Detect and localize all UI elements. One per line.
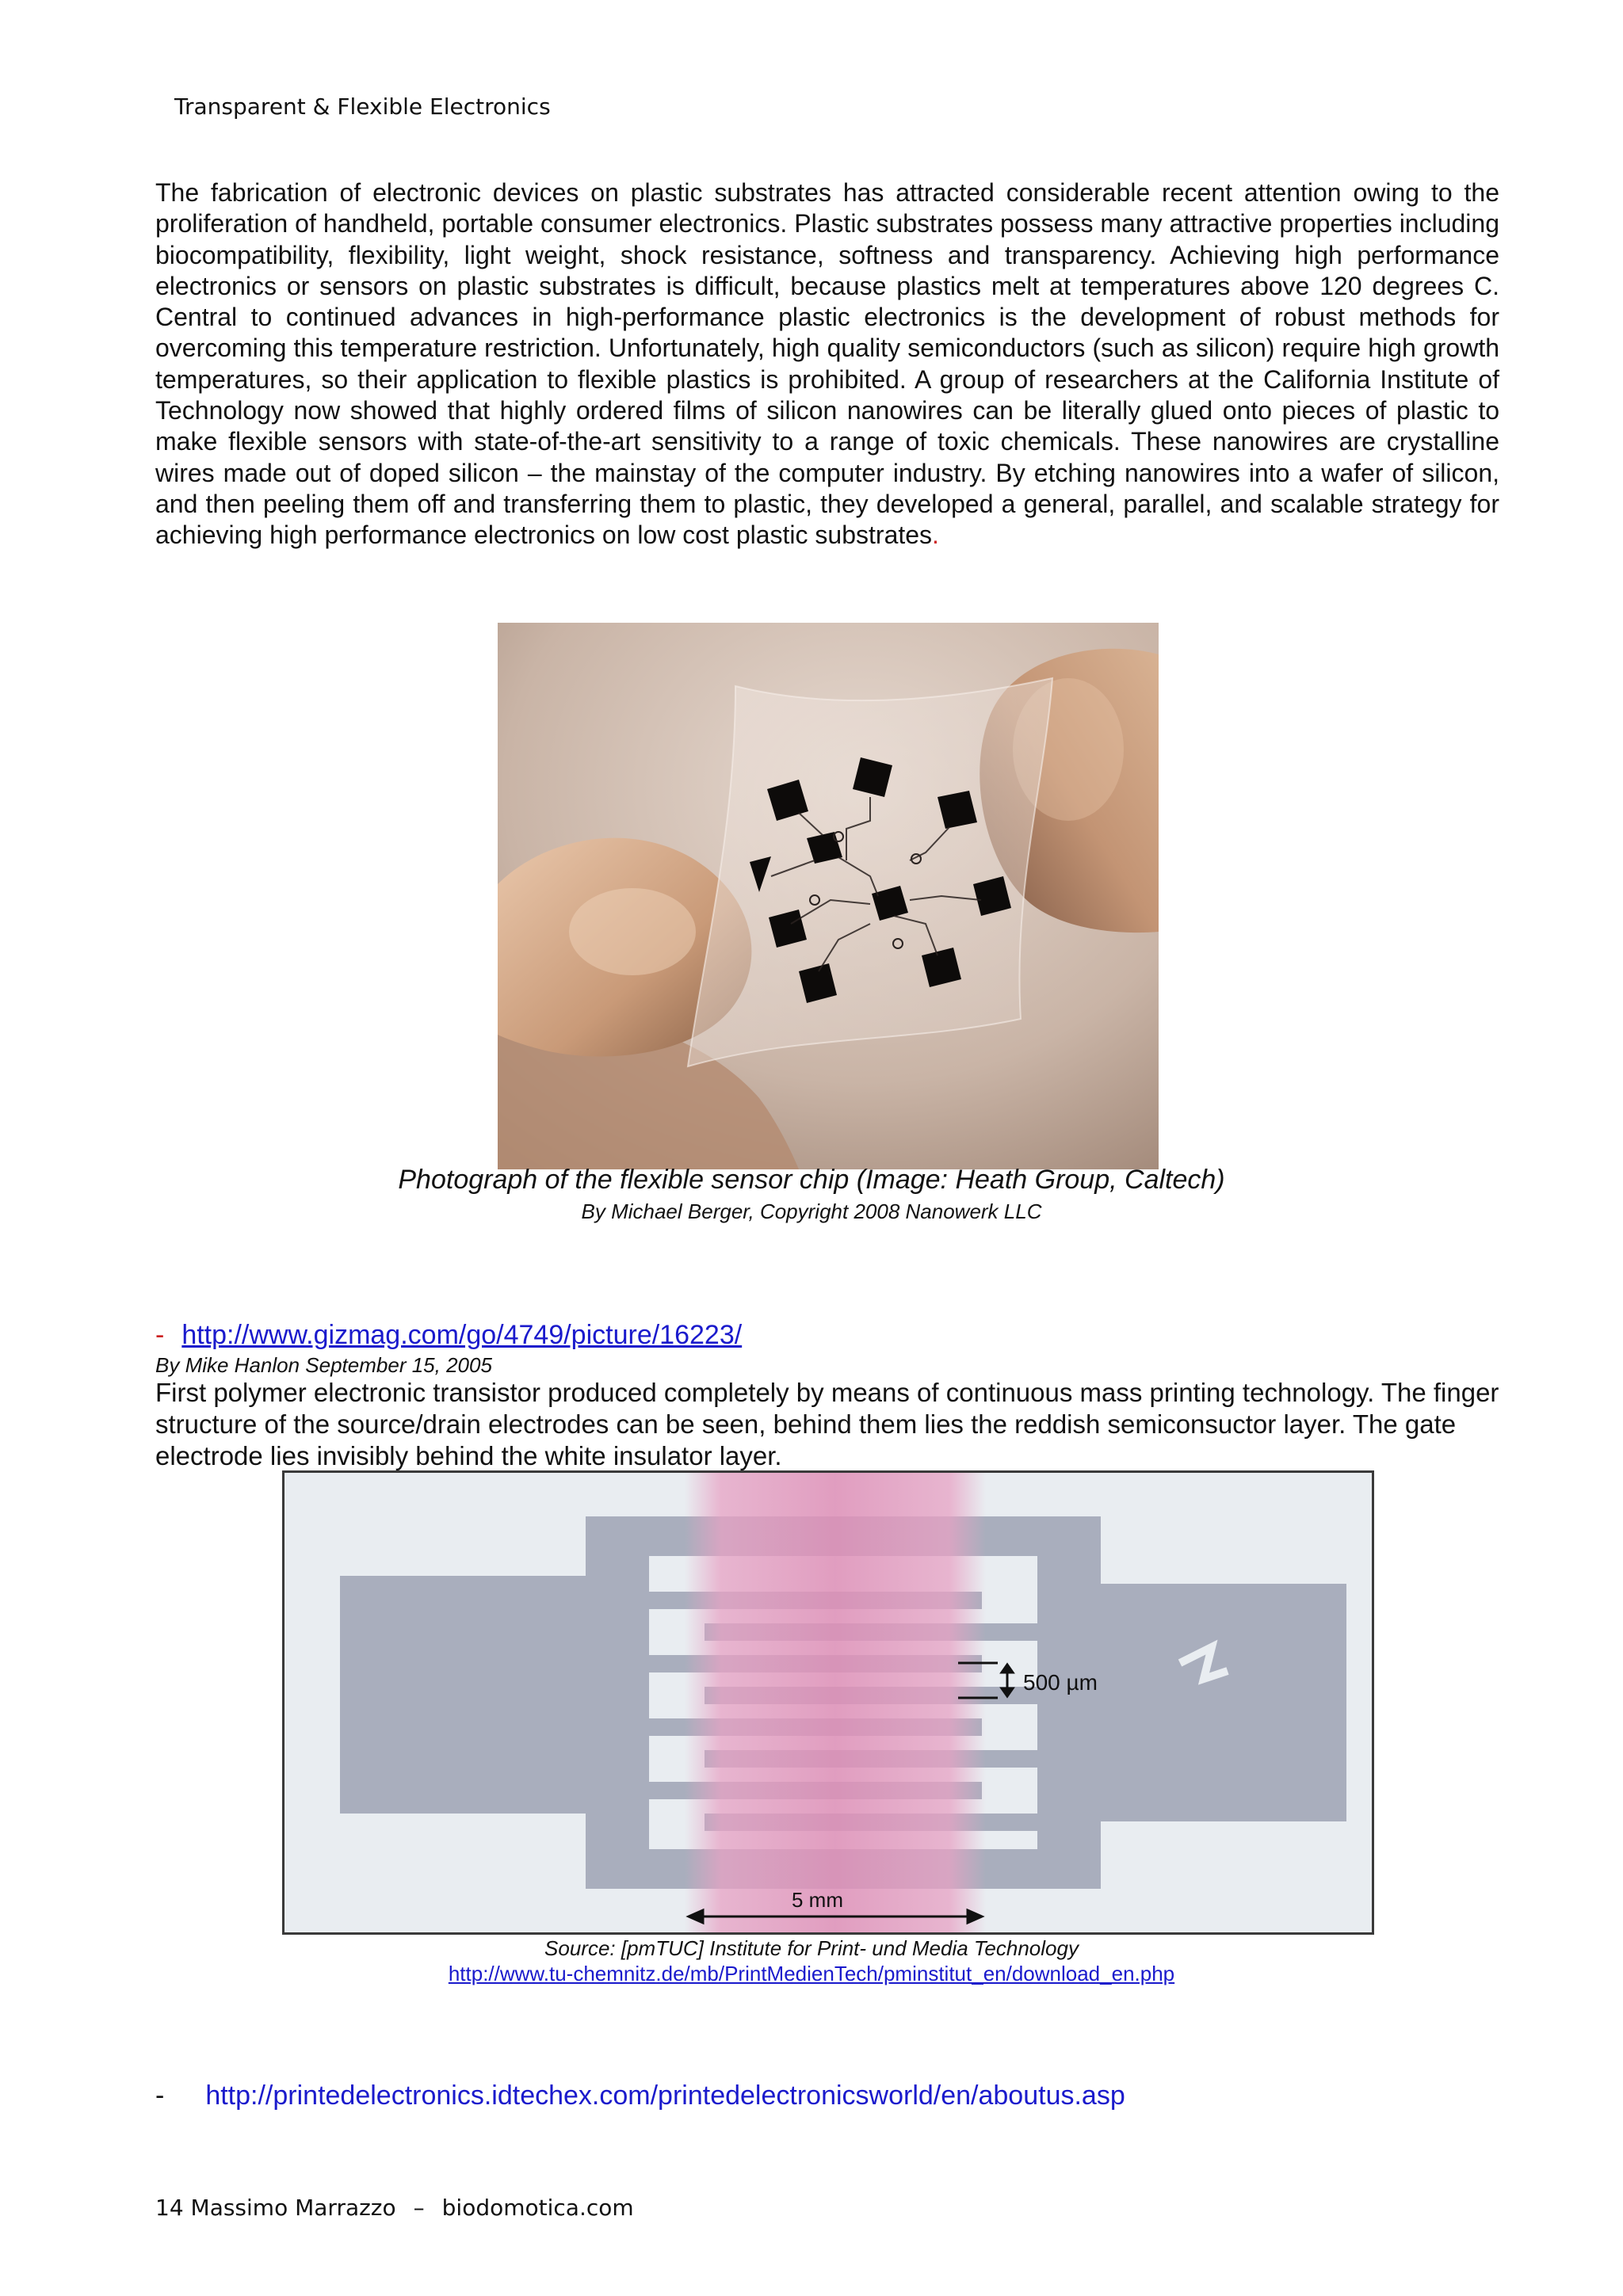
idtechex-link[interactable]: http://printedelectronics.idtechex.com/printedelectronicsworld/en/aboutus.asp (205, 2081, 1125, 2111)
byline: By Mike Hanlon September 15, 2005 (155, 1353, 492, 1377)
idtechex-list-item (155, 2081, 1125, 2111)
printed-transistor-image (282, 1470, 1374, 1935)
scale-label-um: 500 µm (1023, 1670, 1098, 1695)
source-url-container (0, 1962, 1623, 1986)
footer-separator: – (413, 2195, 425, 2221)
scale-label-mm: 5 mm (792, 1888, 843, 1912)
footer-site: biodomotica.com (441, 2195, 634, 2221)
transistor-description: First polymer electronic transistor produced completely by means of continuous mass printing technology. The finger structure of the source/drain electrodes can be seen, behind them lies the reddish semiconsuctor layer. The gate electrode lies invisibly behind the white insulator layer. (155, 1378, 1499, 1470)
gizmag-link[interactable]: http://www.gizmag.com/go/4749/picture/16223/ (181, 1320, 743, 1350)
photo-caption: Photograph of the flexible sensor chip (Image: Heath Group, Caltech) (398, 1165, 1225, 1195)
image-source: Source: [pmTUC] Institute for Print- und Media Technology (544, 1936, 1079, 1960)
gizmag-list-item (155, 1320, 742, 1351)
footer-page: 14 Massimo Marrazzo (155, 2195, 396, 2221)
running-header: Transparent & Flexible Electronics (174, 93, 551, 120)
intro-end-mark: . (932, 521, 939, 550)
page-footer (155, 2195, 634, 2221)
intro-text: The fabrication of electronic devices on plastic substrates has attracted considerable recent attention owing to the proliferation of handheld, portable consumer electronics. Plastic substrates possess many attractive properties including biocompatibility, flexibility, light weight, shock resistance, softness and transparency. Achieving high performance electronics or sensors on plastic substrates is difficult, because plastics melt at temperatures above 120 degrees C. Central to continued advances in high-performance plastic electronics is the development of robust methods for overcoming this temperature restriction. Unfortunately, high quality semiconductors (such as silicon) require high growth temperatures, so their application to flexible plastics is prohibited. A group of researchers at the California Institute of Technology now showed that highly ordered films of silicon nanowires can be literally glued onto pieces of plastic to make flexible sensors with state-of-the-art sensitivity to a range of toxic chemicals. These nanowires are crystalline wires made out of doped silicon – the mainstay of the computer industry. By etching nanowires into a wafer of silicon, and then peeling them off and transferring them to plastic, they developed a general, parallel, and scalable strategy for achieving high performance electronics on low cost plastic substrates (155, 178, 1499, 550)
photo-credit: By Michael Berger, Copyright 2008 Nanowerk LLC (581, 1199, 1042, 1223)
intro-paragraph (155, 177, 1499, 551)
source-link[interactable]: http://www.tu-chemnitz.de/mb/PrintMedienTech/pminstitut_en/download_en.php (448, 1962, 1175, 1985)
flexible-sensor-photo (498, 623, 1159, 1169)
list-dash: - (155, 1320, 165, 1350)
list-dash: - (155, 2081, 165, 2111)
